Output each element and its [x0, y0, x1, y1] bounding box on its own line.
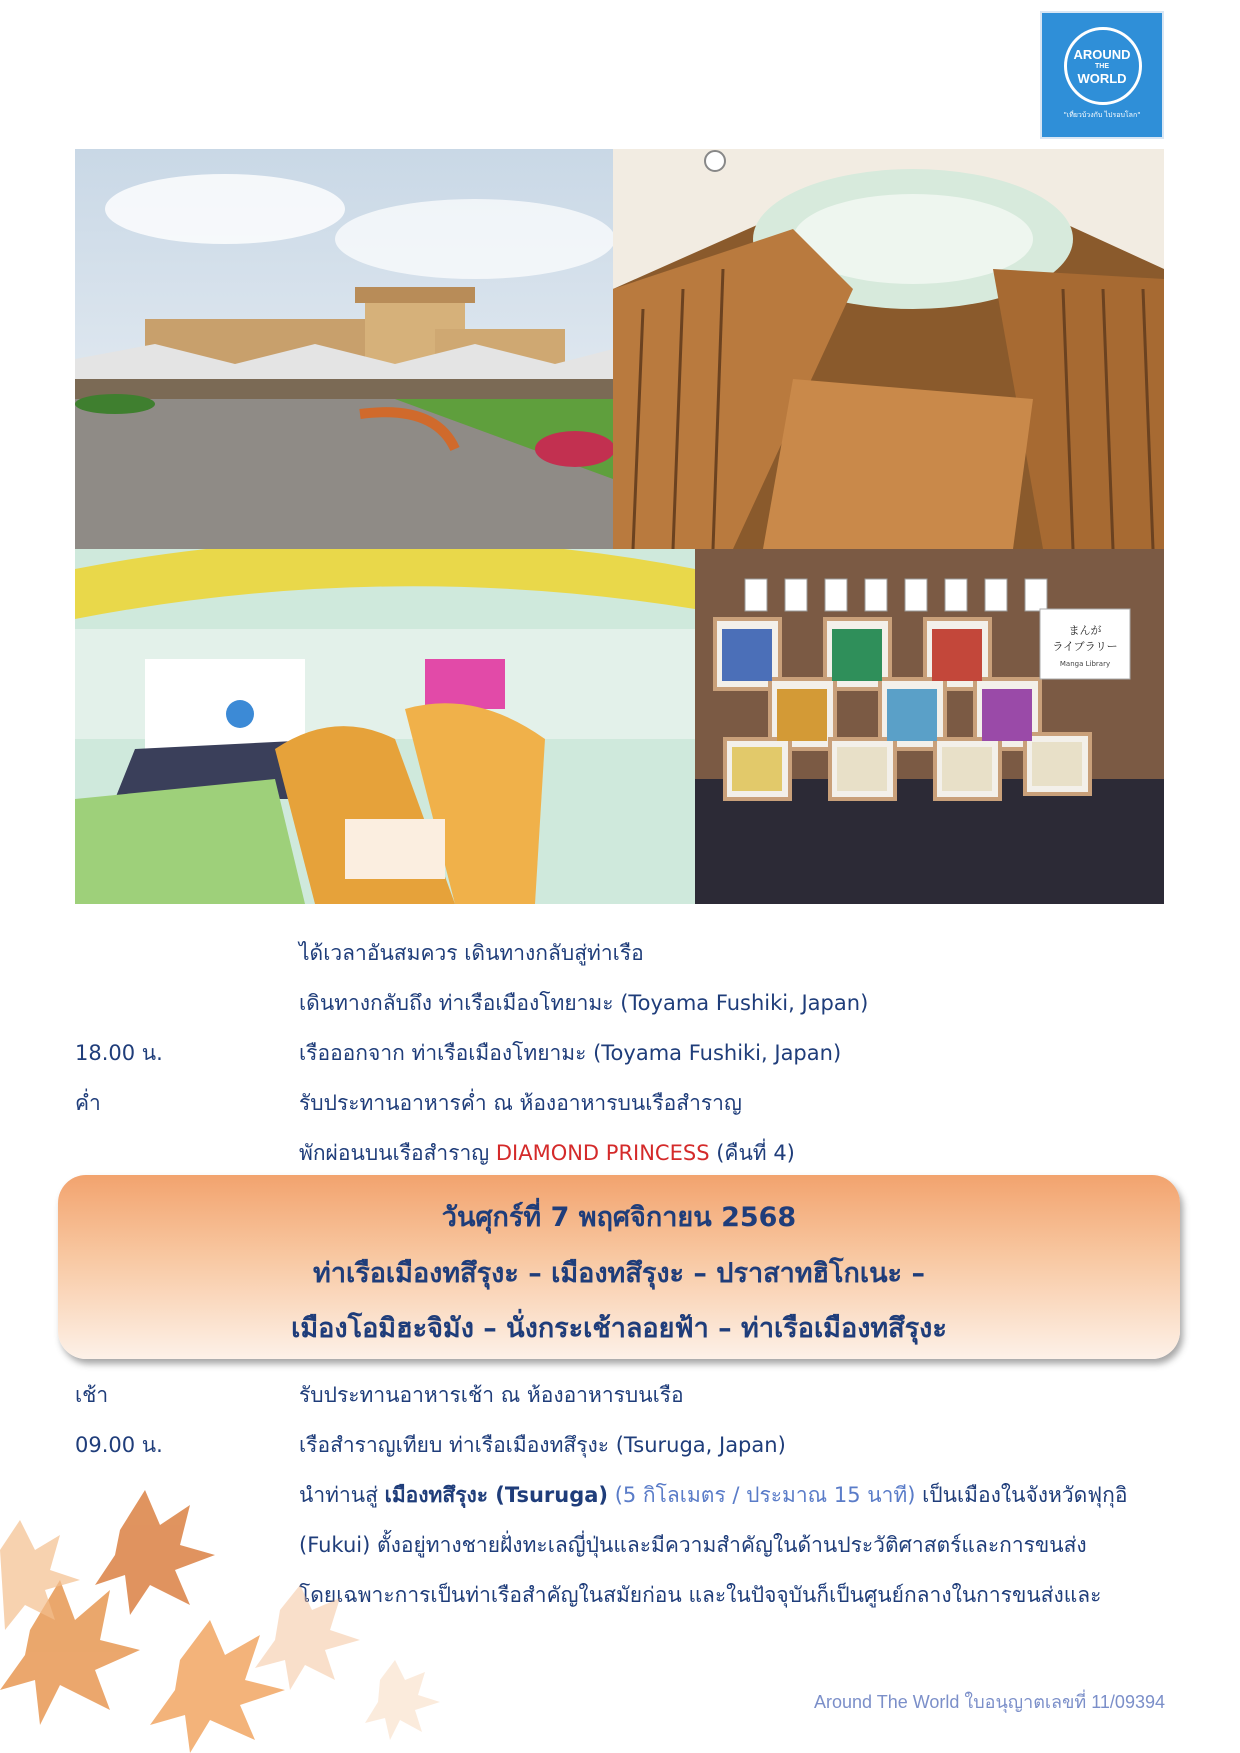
photo-manga-library — [695, 549, 1164, 904]
schedule-desc: ได้เวลาอันสมควร เดินทางกลับสู่ท่าเรือ — [299, 941, 644, 965]
schedule-row — [75, 1034, 1165, 1072]
manga-sign-line3: Manga Library — [1059, 660, 1111, 668]
logo-text-the: THE — [1095, 63, 1109, 70]
schedule-desc: เดินทางกลับถึง ท่าเรือเมืองโทยามะ (Toyama Fushiki, Japan) — [299, 991, 869, 1015]
autumn-leaves-decoration — [0, 1490, 560, 1753]
para-text: นำท่านสู่ — [299, 1483, 385, 1507]
schedule-row — [75, 984, 1165, 1022]
schedule-time: 18.00 น. — [75, 1041, 163, 1065]
ship-name: DIAMOND PRINCESS — [495, 1141, 710, 1165]
logo-text-around: AROUND — [1073, 47, 1131, 62]
schedule-row — [75, 1084, 1165, 1122]
description-line-2: (Fukui) ตั้งอยู่ทางชายฝั่งทะเลญี่ปุ่นและมีความสำคัญในด้านประวัติศาสตร์และการขนส่ง — [299, 1533, 1087, 1557]
description-line-3: โดยเฉพาะการเป็นท่าเรือสำคัญในสมัยก่อน และในปัจจุบันก็เป็นศูนย์กลางในการขนส่งและ — [299, 1583, 1102, 1607]
overnight-text: พักผ่อนบนเรือสำราญ — [299, 1141, 496, 1165]
night-count: (คืนที่ 4) — [709, 1141, 795, 1165]
city-name: เมืองทสึรุงะ (Tsuruga) — [384, 1483, 609, 1507]
schedule-row — [75, 934, 1165, 972]
company-logo — [1040, 11, 1164, 139]
manga-sign-line2: ライブラリー — [1052, 640, 1118, 653]
schedule-desc: รับประทานอาหารค่ำ ณ ห้องอาหารบนเรือสำราญ — [299, 1091, 742, 1115]
photo-green-lobby — [75, 549, 695, 904]
day-banner-route-1: ท่าเรือเมืองทสึรุงะ – เมืองทสึรุงะ – ปราสาทฮิโกเนะ – — [313, 1258, 925, 1289]
schedule-desc: เรือออกจาก ท่าเรือเมืองโทยามะ (Toyama Fushiki, Japan) — [299, 1041, 842, 1065]
schedule-row — [75, 1134, 1165, 1172]
photo-museum-exterior — [75, 149, 613, 549]
schedule-row — [75, 1426, 1165, 1464]
license-footer: Around The World ใบอนุญาตเลขที่ 11/09394 — [814, 1692, 1165, 1712]
para-text: เป็นเมืองในจังหวัดฟุกุอิ — [915, 1483, 1128, 1507]
distance-note: (5 กิโลเมตร / ประมาณ 15 นาที) — [608, 1483, 916, 1507]
manga-sign-line1: まんが — [1068, 624, 1102, 637]
schedule-desc: เรือสำราญเทียบ ท่าเรือเมืองทสึรุงะ (Tsuruga, Japan) — [299, 1433, 786, 1457]
logo-tagline: "เที่ยวบ้วงกับ ไปรอบโลก" — [1063, 111, 1141, 119]
schedule-row — [75, 1376, 1165, 1414]
logo-text-world: WORLD — [1077, 71, 1127, 86]
photo-wooden-staircase — [613, 149, 1164, 549]
day-banner-date: วันศุกร์ที่ 7 พฤศจิกายน 2568 — [441, 1202, 797, 1233]
schedule-desc — [299, 1134, 795, 1172]
day-banner — [58, 1175, 1180, 1359]
day-banner-route-2: เมืองโอมิฮะจิมัง – นั่งกระเช้าลอยฟ้า – ท่าเรือเมืองทสึรุงะ — [291, 1313, 947, 1344]
schedule-time: 09.00 น. — [75, 1433, 163, 1457]
schedule-time: เช้า — [75, 1383, 109, 1407]
schedule-desc: รับประทานอาหารเช้า ณ ห้องอาหารบนเรือ — [299, 1383, 684, 1407]
schedule-time: ค่ำ — [75, 1091, 101, 1115]
